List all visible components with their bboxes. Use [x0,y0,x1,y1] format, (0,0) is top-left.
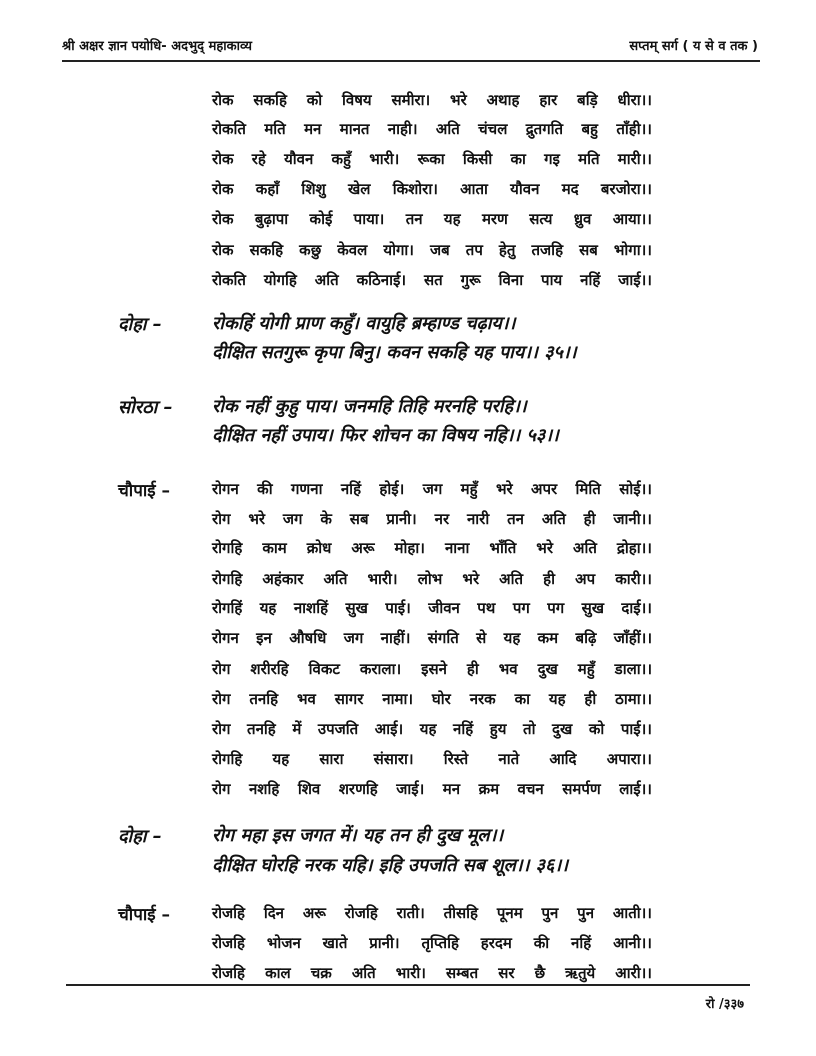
chaupai-line: रोग नशहि शिव शरणहि जाई। मन क्रम वचन समर्पण लाई।। [212,780,652,798]
chaupai-line: रोगहि काम क्रोध अरू मोहा। नाना भाँति भरे अति द्रोहा।। [212,539,652,557]
doha-line: रोग महा इस जगत में। यह तन ही दुख मूल।। [212,825,504,846]
verse-line: रोक सकहि कछु केवल योगा। जब तप हेतु तजहि सब भोगा।। [212,241,652,259]
verse-line: रोकति योगहि अति कठिनाई। सत गुरू विना पाय नहिं जाई।। [212,271,652,289]
verse-line: रोक रहे यौवन कहुँ भारी। रूका किसी का गइ मति मारी।। [212,150,652,168]
page-number: रो /३३७ [705,997,744,1012]
doha-label: दोहा – [118,826,162,847]
sortha-label: सोरठा – [118,397,173,418]
doha-line: दीक्षित सतगुरू कृपा बिनु। कवन सकहि यह पाय।। ३५।। [212,342,577,363]
chaupai-label: चौपाई – [118,481,171,501]
verse-line: रोकति मति मन मानत नाही। अति चंचल द्रुतगति बहु ताँही।। [212,120,652,138]
sortha-line: दीक्षित नहीं उपाय। फिर शोचन का विषय नहि।। ५३।। [212,425,559,446]
verse-line: रोक बुढ़ापा कोई पाया। तन यह मरण सत्य ध्रुव आया।। [212,210,652,228]
chaupai-line: रोगन इन औषधि जग नाहीं। संगति से यह कम बढ़ि जाँहीं।। [212,629,652,647]
verse-line: रोक कहाँ शिशु खेल किशोरा। आता यौवन मद बरजोरा।। [212,180,652,198]
chaupai-line: रोजहि दिन अरू रोजहि राती। तीसहि पूनम पुन पुन आती।। [212,904,652,922]
chaupai-line: रोजहि भोजन खाते प्रानी। तृप्तिहि हरदम की नहिं आनी।। [212,934,652,952]
header-title: श्री अक्षर ज्ञान पयोधि- अदभुद् महाकाव्य [62,39,252,54]
chaupai-line: रोगहि यह सारा संसारा। रिस्ते नाते आदि अपारा।। [212,750,652,768]
doha-line: दीक्षित घोरहि नरक यहि। इहि उपजति सब शूल।। ३६।। [212,855,569,876]
chaupai-line: रोजहि काल चक्र अति भारी। सम्बत सर छै ऋतुये आरी।। [212,964,652,982]
chaupai-line: रोगन की गणना नहिं होई। जग महुँ भरे अपर मिति सोई।। [212,480,652,498]
chaupai-label: चौपाई – [118,905,171,925]
header-chapter: सप्तम् सर्ग ( य से व तक ) [629,39,758,54]
doha-line: रोकहिं योगी प्राण कहुँ। वायुहि ब्रम्हाण्ड चढ़ाय।। [212,313,516,334]
doha-label: दोहा – [118,314,162,335]
chaupai-line: रोगहि अहंकार अति भारी। लोभ भरे अति ही अप कारी।। [212,570,652,588]
chaupai-line: रोग भरे जग के सब प्रानी। नर नारी तन अति ही जानी।। [212,510,652,528]
sortha-line: रोक नहीं कुहु पाय। जनमहि तिहि मरनहि परहि।। [212,396,527,417]
footer-rule [66,984,750,986]
chaupai-line: रोग तनहि में उपजति आई। यह नहिं हुय तो दुख को पाई।। [212,720,652,738]
chaupai-line: रोग तनहि भव सागर नामा। घोर नरक का यह ही ठामा।। [212,690,652,708]
chaupai-line: रोग शरीरहि विकट कराला। इसने ही भव दुख महुँ डाला।। [212,660,652,678]
header-rule [62,60,760,62]
chaupai-line: रोगहिं यह नाशहिं सुख पाई। जीवन पथ पग पग सुख दाई।। [212,599,652,617]
verse-line: रोक सकहि को विषय समीरा। भरे अथाह हार बड़ि धीरा।। [212,91,652,109]
